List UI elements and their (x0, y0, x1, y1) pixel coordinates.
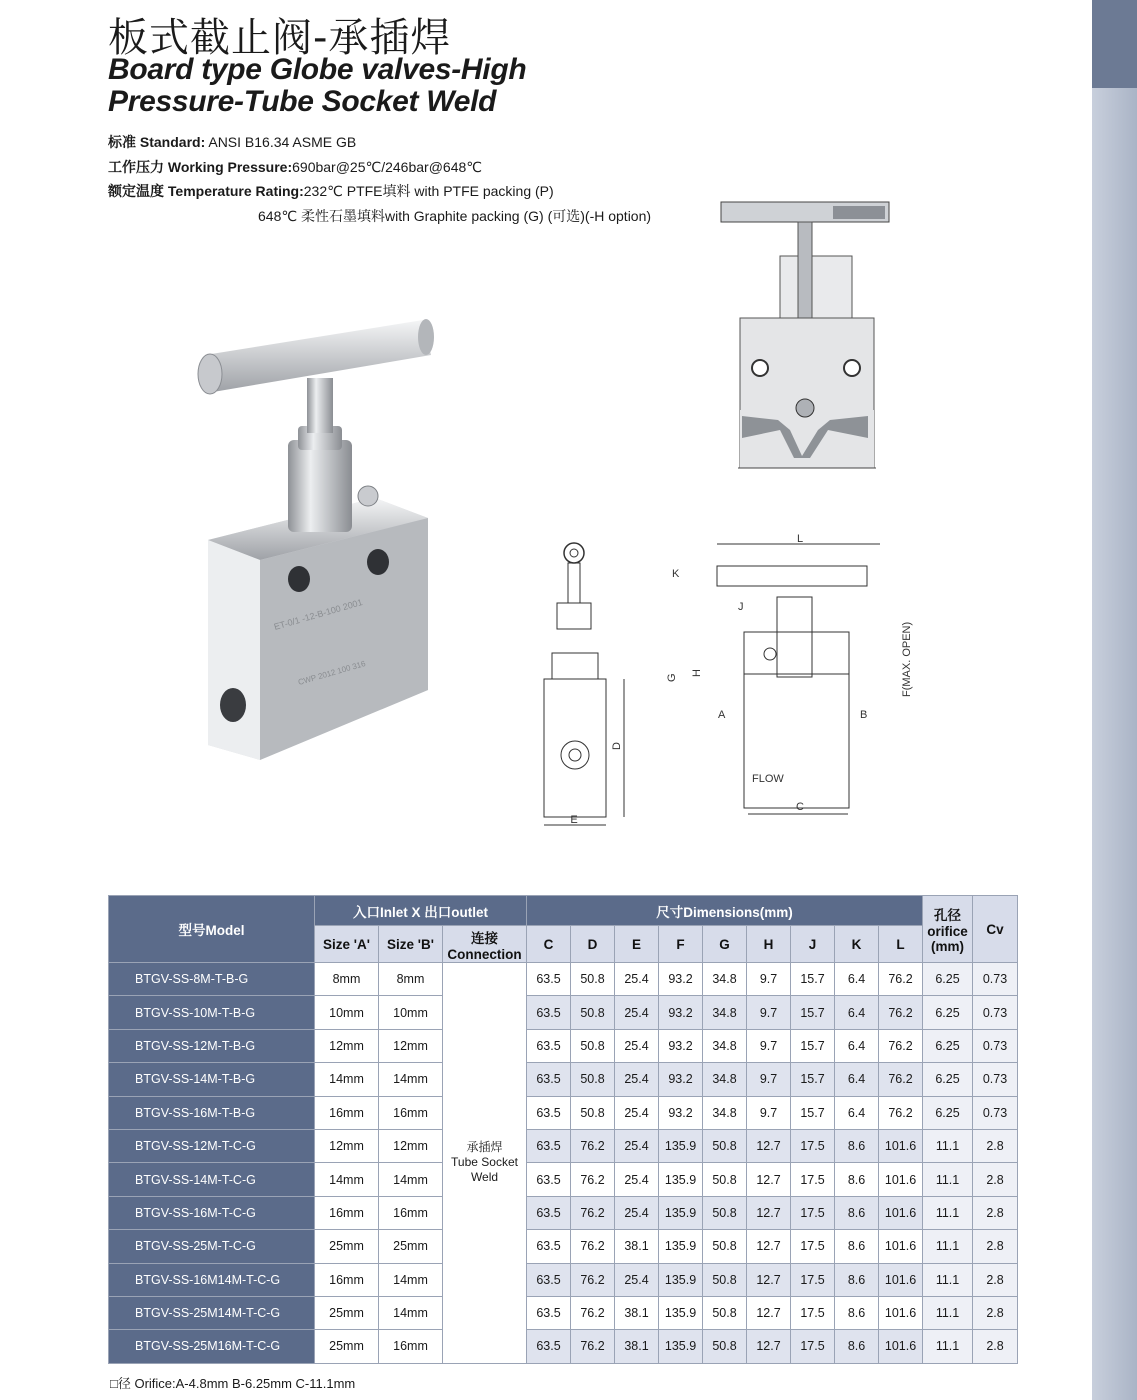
cell-dim-c: 63.5 (527, 1096, 571, 1129)
cell-dim-g: 50.8 (703, 1129, 747, 1162)
cell-dim-g: 50.8 (703, 1296, 747, 1329)
cell-dim-g: 34.8 (703, 996, 747, 1029)
cell-dim-c: 63.5 (527, 996, 571, 1029)
orifice-note: □径 Orifice:A-4.8mm B-6.25mm C-11.1mm (110, 1376, 356, 1391)
cell-cv: 2.8 (973, 1196, 1018, 1229)
cell-connection-line: 承插焊 (466, 1140, 503, 1155)
cell-dim-c: 63.5 (527, 1196, 571, 1229)
cell-dim-h: 9.7 (747, 1096, 791, 1129)
cell-dim-g: 50.8 (703, 1196, 747, 1229)
cell-dim-k: 8.6 (835, 1230, 879, 1263)
cell-dim-l: 76.2 (879, 1096, 923, 1129)
spec-temperature (108, 179, 651, 204)
cell-dim-c: 63.5 (527, 1296, 571, 1329)
cell-dim-e: 25.4 (615, 1029, 659, 1062)
cell-dim-g: 50.8 (703, 1263, 747, 1296)
header-connection-en: Connection (447, 946, 522, 962)
cell-dim-j: 15.7 (791, 963, 835, 996)
cell-cv: 0.73 (973, 996, 1018, 1029)
cell-cv: 2.8 (973, 1230, 1018, 1263)
dim-label-c: C (796, 801, 804, 813)
cell-dim-g: 50.8 (703, 1230, 747, 1263)
title-english-line1: Board type Globe valves-High (108, 53, 527, 86)
header-size-a: Size 'A' (315, 926, 379, 963)
cell-dim-l: 101.6 (879, 1263, 923, 1296)
cell-dim-e: 25.4 (615, 1263, 659, 1296)
cell-model: BTGV-SS-10M-T-B-G (109, 996, 315, 1029)
cell-model: BTGV-SS-16M14M-T-C-G (109, 1263, 315, 1296)
dim-label-k: K (672, 568, 680, 580)
cell-dim-f: 93.2 (659, 1063, 703, 1096)
spec-standard-value: ANSI B16.34 ASME GB (205, 134, 357, 150)
specifications (108, 130, 651, 228)
cell-orifice: 6.25 (923, 1029, 973, 1062)
cell-orifice: 11.1 (923, 1129, 973, 1162)
cell-dim-e: 38.1 (615, 1330, 659, 1363)
cell-dim-d: 76.2 (571, 1296, 615, 1329)
table-row (109, 1063, 1018, 1096)
cell-connection (443, 963, 527, 1364)
cell-dim-l: 101.6 (879, 1296, 923, 1329)
cell-size-a: 16mm (315, 1096, 379, 1129)
table-header-row-1 (109, 896, 1018, 926)
spec-temperature-option: 648℃ 柔性石墨填料with Graphite packing (G) (可选)(-H option) (258, 207, 652, 224)
cell-dim-c: 63.5 (527, 1263, 571, 1296)
cell-size-a: 12mm (315, 1029, 379, 1062)
cell-dim-j: 17.5 (791, 1263, 835, 1296)
cell-dim-l: 101.6 (879, 1129, 923, 1162)
cell-size-a: 25mm (315, 1230, 379, 1263)
photo-marking-2: CWP 2012 100 316 (297, 659, 367, 687)
cell-dim-h: 9.7 (747, 1029, 791, 1062)
cell-dim-c: 63.5 (527, 1163, 571, 1196)
header-dim-g: G (703, 926, 747, 963)
cell-connection-line: Tube Socket (451, 1155, 518, 1170)
cell-dim-f: 135.9 (659, 1296, 703, 1329)
cell-dim-k: 8.6 (835, 1163, 879, 1196)
cell-cv: 2.8 (973, 1163, 1018, 1196)
dim-label-b: B (860, 709, 868, 721)
cell-dim-e: 25.4 (615, 1129, 659, 1162)
cell-dim-e: 25.4 (615, 1063, 659, 1096)
cell-dim-f: 135.9 (659, 1263, 703, 1296)
valve-photo (195, 300, 445, 770)
cell-cv: 0.73 (973, 1096, 1018, 1129)
table-row (109, 1196, 1018, 1229)
cell-model: BTGV-SS-25M14M-T-C-G (109, 1296, 315, 1329)
cell-size-b: 14mm (379, 1063, 443, 1096)
cell-size-b: 8mm (379, 963, 443, 996)
cell-dim-f: 93.2 (659, 996, 703, 1029)
cell-orifice: 6.25 (923, 996, 973, 1029)
cell-model: BTGV-SS-14M-T-C-G (109, 1163, 315, 1196)
cell-dim-d: 50.8 (571, 1096, 615, 1129)
table-row (109, 996, 1018, 1029)
cell-dim-d: 50.8 (571, 996, 615, 1029)
table-row (109, 1263, 1018, 1296)
cell-dim-d: 50.8 (571, 963, 615, 996)
cell-model: BTGV-SS-16M-T-C-G (109, 1196, 315, 1229)
cell-dim-e: 25.4 (615, 963, 659, 996)
header-dim-d: D (571, 926, 615, 963)
cell-dim-l: 101.6 (879, 1330, 923, 1363)
cell-size-a: 12mm (315, 1129, 379, 1162)
cell-dim-f: 135.9 (659, 1230, 703, 1263)
dim-label-j: J (738, 601, 744, 613)
cell-dim-k: 6.4 (835, 996, 879, 1029)
header-orifice (923, 896, 973, 963)
table-row (109, 1029, 1018, 1062)
cell-dim-j: 17.5 (791, 1129, 835, 1162)
cell-dim-g: 50.8 (703, 1330, 747, 1363)
dim-label-f: F(MAX. OPEN) (901, 621, 913, 697)
header-dimensions: 尺寸Dimensions(mm) (527, 896, 923, 926)
cell-dim-h: 12.7 (747, 1296, 791, 1329)
front-view-drawing (530, 535, 640, 835)
cell-size-b: 14mm (379, 1163, 443, 1196)
cell-size-b: 14mm (379, 1263, 443, 1296)
cell-orifice: 6.25 (923, 1063, 973, 1096)
header-dim-f: F (659, 926, 703, 963)
cell-dim-d: 76.2 (571, 1163, 615, 1196)
cell-dim-j: 17.5 (791, 1196, 835, 1229)
cell-size-b: 16mm (379, 1096, 443, 1129)
cell-size-a: 14mm (315, 1063, 379, 1096)
cell-dim-k: 8.6 (835, 1296, 879, 1329)
cell-dim-k: 6.4 (835, 1096, 879, 1129)
cell-dim-k: 6.4 (835, 1029, 879, 1062)
cell-dim-c: 63.5 (527, 1129, 571, 1162)
cell-dim-l: 101.6 (879, 1230, 923, 1263)
cell-dim-h: 12.7 (747, 1330, 791, 1363)
cell-cv: 0.73 (973, 1063, 1018, 1096)
spec-pressure (108, 155, 651, 180)
table-row (109, 1129, 1018, 1162)
cell-size-b: 25mm (379, 1230, 443, 1263)
cell-dim-j: 15.7 (791, 1029, 835, 1062)
cell-connection-line: Weld (470, 1170, 499, 1185)
cell-dim-k: 6.4 (835, 1063, 879, 1096)
cell-orifice: 11.1 (923, 1163, 973, 1196)
cell-dim-d: 76.2 (571, 1230, 615, 1263)
cell-dim-h: 12.7 (747, 1263, 791, 1296)
flow-label: FLOW (752, 773, 784, 785)
dim-label-h: H (691, 669, 703, 677)
table-row (109, 1296, 1018, 1329)
cell-orifice: 11.1 (923, 1263, 973, 1296)
cell-dim-h: 9.7 (747, 1063, 791, 1096)
cell-dim-f: 135.9 (659, 1129, 703, 1162)
cell-dim-e: 25.4 (615, 996, 659, 1029)
cell-dim-g: 34.8 (703, 1029, 747, 1062)
cell-dim-e: 25.4 (615, 1163, 659, 1196)
spec-temperature-label: 额定温度 Temperature Rating: (108, 183, 304, 199)
dim-label-d: D (611, 742, 623, 750)
cell-dim-c: 63.5 (527, 1230, 571, 1263)
cross-section-drawing (718, 198, 893, 473)
cell-orifice: 6.25 (923, 963, 973, 996)
cell-model: BTGV-SS-25M-T-C-G (109, 1230, 315, 1263)
cell-size-b: 10mm (379, 996, 443, 1029)
table-row (109, 1330, 1018, 1363)
cell-model: BTGV-SS-12M-T-C-G (109, 1129, 315, 1162)
cell-dim-e: 38.1 (615, 1230, 659, 1263)
cell-dim-h: 12.7 (747, 1129, 791, 1162)
cell-dim-e: 25.4 (615, 1096, 659, 1129)
cell-dim-j: 17.5 (791, 1163, 835, 1196)
cell-dim-j: 17.5 (791, 1230, 835, 1263)
dim-label-g: G (666, 673, 678, 682)
table-row (109, 1163, 1018, 1196)
cell-dim-c: 63.5 (527, 1063, 571, 1096)
cell-model: BTGV-SS-16M-T-B-G (109, 1096, 315, 1129)
cell-dim-l: 76.2 (879, 1029, 923, 1062)
spec-pressure-value: 690bar@25℃/246bar@648℃ (292, 158, 482, 175)
header-orifice-en: orifice (927, 924, 968, 939)
cell-size-b: 16mm (379, 1330, 443, 1363)
cell-dim-l: 76.2 (879, 996, 923, 1029)
cell-size-a: 16mm (315, 1263, 379, 1296)
cell-size-a: 14mm (315, 1163, 379, 1196)
cell-dim-e: 25.4 (615, 1196, 659, 1229)
cell-cv: 0.73 (973, 963, 1018, 996)
cell-dim-k: 6.4 (835, 963, 879, 996)
cell-dim-f: 135.9 (659, 1196, 703, 1229)
cell-dim-g: 34.8 (703, 1063, 747, 1096)
cell-orifice: 11.1 (923, 1296, 973, 1329)
cell-cv: 2.8 (973, 1330, 1018, 1363)
cell-dim-l: 76.2 (879, 1063, 923, 1096)
cell-dim-j: 15.7 (791, 1096, 835, 1129)
header-dim-l: L (879, 926, 923, 963)
cell-cv: 2.8 (973, 1296, 1018, 1329)
cell-model: BTGV-SS-8M-T-B-G (109, 963, 315, 996)
cell-dim-h: 9.7 (747, 996, 791, 1029)
title-english-line2: Pressure-Tube Socket Weld (108, 85, 497, 118)
cell-dim-d: 50.8 (571, 1029, 615, 1062)
cell-model: BTGV-SS-12M-T-B-G (109, 1029, 315, 1062)
title-english (108, 54, 526, 118)
side-view-drawing (662, 532, 922, 822)
cell-size-b: 12mm (379, 1029, 443, 1062)
side-decoration-top (1092, 0, 1137, 88)
cell-orifice: 11.1 (923, 1196, 973, 1229)
cell-dim-d: 76.2 (571, 1129, 615, 1162)
side-decoration-bar (1092, 0, 1137, 1400)
cell-dim-j: 15.7 (791, 1063, 835, 1096)
dim-label-a: A (718, 709, 726, 721)
header-model: 型号Model (109, 896, 315, 963)
cell-dim-j: 15.7 (791, 996, 835, 1029)
header-size-b: Size 'B' (379, 926, 443, 963)
cell-dim-g: 34.8 (703, 963, 747, 996)
header-cv: Cv (973, 896, 1018, 963)
photo-marking-1: ET-0/1 -12-B-100 2001 (272, 597, 364, 632)
spec-pressure-label: 工作压力 Working Pressure: (108, 158, 293, 175)
spec-temperature-value: 232℃ PTFE填料 with PTFE packing (P) (303, 183, 554, 199)
header-dim-k: K (835, 926, 879, 963)
cell-dim-l: 76.2 (879, 963, 923, 996)
cell-dim-c: 63.5 (527, 1029, 571, 1062)
cell-dim-e: 38.1 (615, 1296, 659, 1329)
cell-cv: 0.73 (973, 1029, 1018, 1062)
table-body (109, 963, 1018, 1364)
header-orifice-unit: (mm) (931, 939, 965, 954)
title-chinese: 板式截止阀-承插焊 (108, 15, 452, 61)
cell-size-b: 12mm (379, 1129, 443, 1162)
header-dim-e: E (615, 926, 659, 963)
cell-dim-k: 8.6 (835, 1263, 879, 1296)
cell-model: BTGV-SS-14M-T-B-G (109, 1063, 315, 1096)
cell-cv: 2.8 (973, 1129, 1018, 1162)
cell-dim-h: 12.7 (747, 1230, 791, 1263)
cell-dim-g: 34.8 (703, 1096, 747, 1129)
cell-size-a: 25mm (315, 1296, 379, 1329)
cell-dim-d: 76.2 (571, 1330, 615, 1363)
cell-dim-d: 50.8 (571, 1063, 615, 1096)
header-dim-j: J (791, 926, 835, 963)
cell-dim-f: 93.2 (659, 1029, 703, 1062)
cell-size-a: 8mm (315, 963, 379, 996)
header-dim-h: H (747, 926, 791, 963)
cell-dim-d: 76.2 (571, 1263, 615, 1296)
dimensions-table (108, 895, 1018, 1364)
cell-dim-f: 135.9 (659, 1330, 703, 1363)
cell-dim-l: 101.6 (879, 1196, 923, 1229)
dim-label-l: L (797, 533, 804, 545)
cell-size-a: 16mm (315, 1196, 379, 1229)
cell-size-a: 25mm (315, 1330, 379, 1363)
header-dim-c: C (527, 926, 571, 963)
table-row (109, 963, 1018, 996)
dim-label-e: E (570, 814, 578, 826)
table-row (109, 1230, 1018, 1263)
cell-dim-h: 9.7 (747, 963, 791, 996)
cell-dim-l: 101.6 (879, 1163, 923, 1196)
cell-size-b: 14mm (379, 1296, 443, 1329)
cell-size-b: 16mm (379, 1196, 443, 1229)
header-orifice-cn: 孔径 (934, 908, 962, 923)
cell-dim-k: 8.6 (835, 1330, 879, 1363)
cell-dim-j: 17.5 (791, 1296, 835, 1329)
header-inlet-outlet: 入口Inlet X 出口outlet (315, 896, 527, 926)
cell-dim-f: 93.2 (659, 1096, 703, 1129)
table-row (109, 1096, 1018, 1129)
cell-dim-k: 8.6 (835, 1129, 879, 1162)
cell-orifice: 6.25 (923, 1096, 973, 1129)
cell-orifice: 11.1 (923, 1230, 973, 1263)
cell-dim-f: 135.9 (659, 1163, 703, 1196)
spec-standard-label: 标准 Standard: (108, 134, 206, 150)
spec-standard (108, 130, 651, 155)
cell-dim-g: 50.8 (703, 1163, 747, 1196)
header-connection (443, 926, 527, 963)
cell-dim-h: 12.7 (747, 1196, 791, 1229)
cell-dim-c: 63.5 (527, 1330, 571, 1363)
cell-dim-d: 76.2 (571, 1196, 615, 1229)
cell-size-a: 10mm (315, 996, 379, 1029)
cell-orifice: 11.1 (923, 1330, 973, 1363)
cell-cv: 2.8 (973, 1263, 1018, 1296)
cell-dim-h: 12.7 (747, 1163, 791, 1196)
cell-dim-c: 63.5 (527, 963, 571, 996)
cell-dim-j: 17.5 (791, 1330, 835, 1363)
cell-model: BTGV-SS-25M16M-T-C-G (109, 1330, 315, 1363)
header-connection-cn: 连接 (471, 930, 498, 946)
cell-dim-f: 93.2 (659, 963, 703, 996)
cell-dim-k: 8.6 (835, 1196, 879, 1229)
